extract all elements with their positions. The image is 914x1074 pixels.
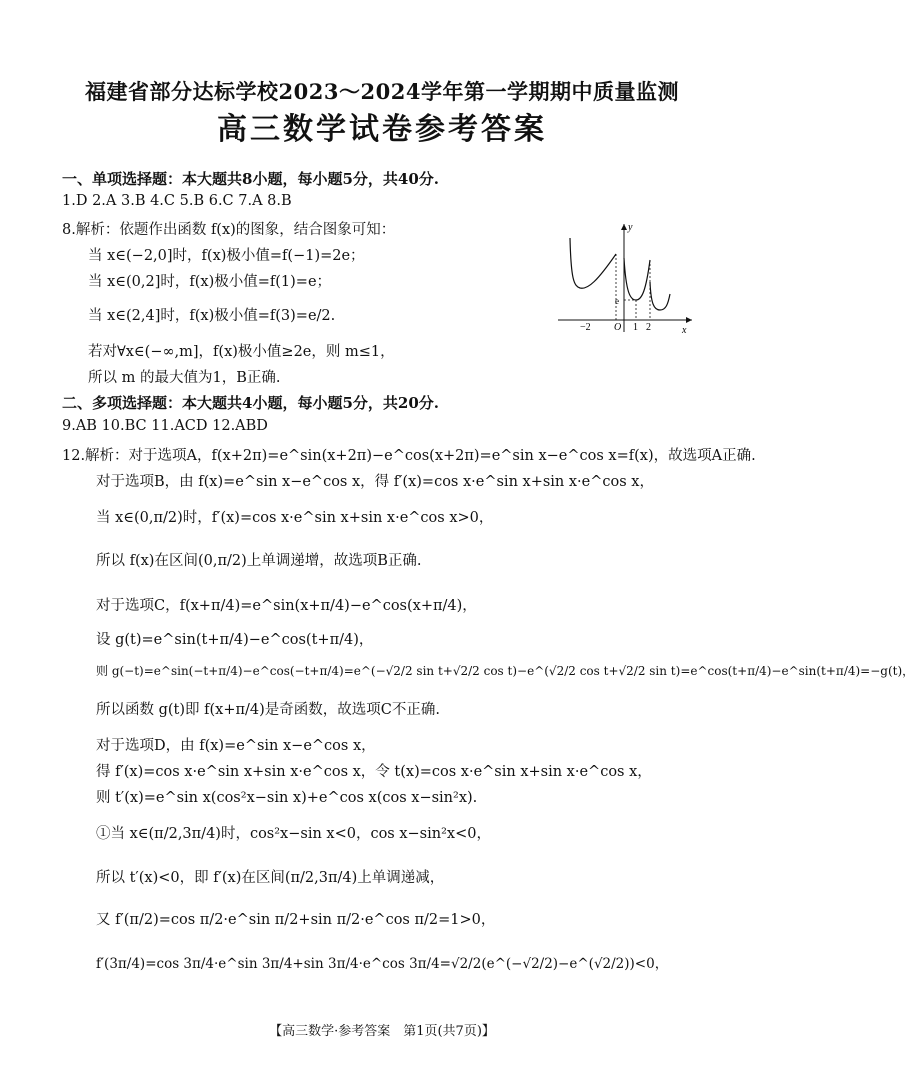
q12-line: 当 x∈(0,π/2)时，f′(x)=cos x·e^sin x+sin x·e^cos x>0，: [96, 510, 494, 526]
document-title-line2: 高三数学试卷参考答案: [217, 112, 547, 147]
x-axis-arrow: [686, 317, 692, 323]
q12-line: 所以函数 g(t)即 f(x+π/4)是奇函数，故选项C不正确.: [96, 702, 440, 718]
section1-heading: 一、单项选择题：本大题共8小题，每小题5分，共40分.: [62, 170, 439, 188]
curve-segment-2: [624, 258, 650, 300]
q12-line: 则 t′(x)=e^sin x(cos²x−sin x)+e^cos x(cos x−sin²x).: [96, 790, 478, 806]
curve-segment-3: [650, 282, 670, 310]
q8-line: 若对∀x∈(−∞,m]，f(x)极小值≥2e，则 m≤1，: [88, 344, 395, 360]
q12-line: ①当 x∈(π/2,3π/4)时，cos²x−sin x<0，cos x−sin²x<0，: [96, 826, 491, 842]
curve-segment-1: [570, 238, 616, 288]
q12-line: 12.解析：对于选项A，f(x+2π)=e^sin(x+2π)−e^cos(x+2π)=e^sin x−e^cos x=f(x)，故选项A正确.: [62, 448, 756, 464]
q12-line: 所以 t′(x)<0，即 f′(x)在区间(π/2,3π/4)上单调递减，: [96, 870, 445, 886]
q8-line: 8.解析：依题作出函数 f(x)的图象，结合图象可知：: [62, 222, 396, 238]
q12-line: 对于选项C，f(x+π/4)=e^sin(x+π/4)−e^cos(x+π/4)，: [96, 598, 477, 614]
e-label: e: [615, 296, 619, 306]
page-footer: 【高三数学·参考答案 第1页(共7页)】: [269, 1024, 495, 1039]
y-axis-arrow: [621, 224, 627, 230]
q12-line: 则 g(−t)=e^sin(−t+π/4)−e^cos(−t+π/4)=e^(−√2/2 sin t+√2/2 cos t)−e^(√2/2 cos t+√2/2 sin t)=e^cos(t+π/4)−e^sin(t+π/4)=−g(t)，: [96, 664, 914, 678]
q8-line: 当 x∈(2,4]时，f(x)极小值=f(3)=e/2.: [88, 308, 336, 324]
function-graph: [550, 220, 700, 335]
q12-line: 对于选项B，由 f(x)=e^sin x−e^cos x，得 f′(x)=cos x·e^sin x+sin x·e^cos x，: [96, 474, 654, 490]
section2-answers: 9.AB 10.BC 11.ACD 12.ABD: [62, 418, 268, 434]
document-title-line1: 福建省部分达标学校2023～2024学年第一学期期中质量监测: [85, 79, 679, 104]
x-axis-label: x: [682, 325, 687, 336]
q8-line: 当 x∈(0,2]时，f(x)极小值=f(1)=e；: [88, 274, 332, 290]
tick-label: 1: [633, 322, 638, 333]
q12-line: 对于选项D，由 f(x)=e^sin x−e^cos x，: [96, 738, 376, 754]
tick-label: −2: [580, 322, 591, 333]
section2-heading: 二、多项选择题：本大题共4小题，每小题5分，共20分.: [62, 394, 439, 412]
section1-answers: 1.D 2.A 3.B 4.C 5.B 6.C 7.A 8.B: [62, 193, 292, 209]
q12-line: 所以 f(x)在区间(0,π/2)上单调递增，故选项B正确.: [96, 553, 422, 569]
origin-label: O: [614, 322, 622, 333]
q12-line: f′(3π/4)=cos 3π/4·e^sin 3π/4+sin 3π/4·e^cos 3π/4=√2/2(e^(−√2/2)−e^(√2/2))<0，: [96, 956, 669, 972]
y-axis-label: y: [628, 222, 633, 233]
q12-line: 得 f′(x)=cos x·e^sin x+sin x·e^cos x，令 t(x)=cos x·e^sin x+sin x·e^cos x，: [96, 764, 652, 780]
q8-line: 所以 m 的最大值为1，B正确.: [88, 370, 281, 386]
tick-label: 2: [646, 322, 651, 333]
q12-line: 又 f′(π/2)=cos π/2·e^sin π/2+sin π/2·e^cos π/2=1>0，: [96, 912, 496, 928]
q8-line: 当 x∈(−2,0]时，f(x)极小值=f(−1)=2e；: [88, 248, 365, 264]
q12-line: 设 g(t)=e^sin(t+π/4)−e^cos(t+π/4)，: [96, 632, 374, 648]
